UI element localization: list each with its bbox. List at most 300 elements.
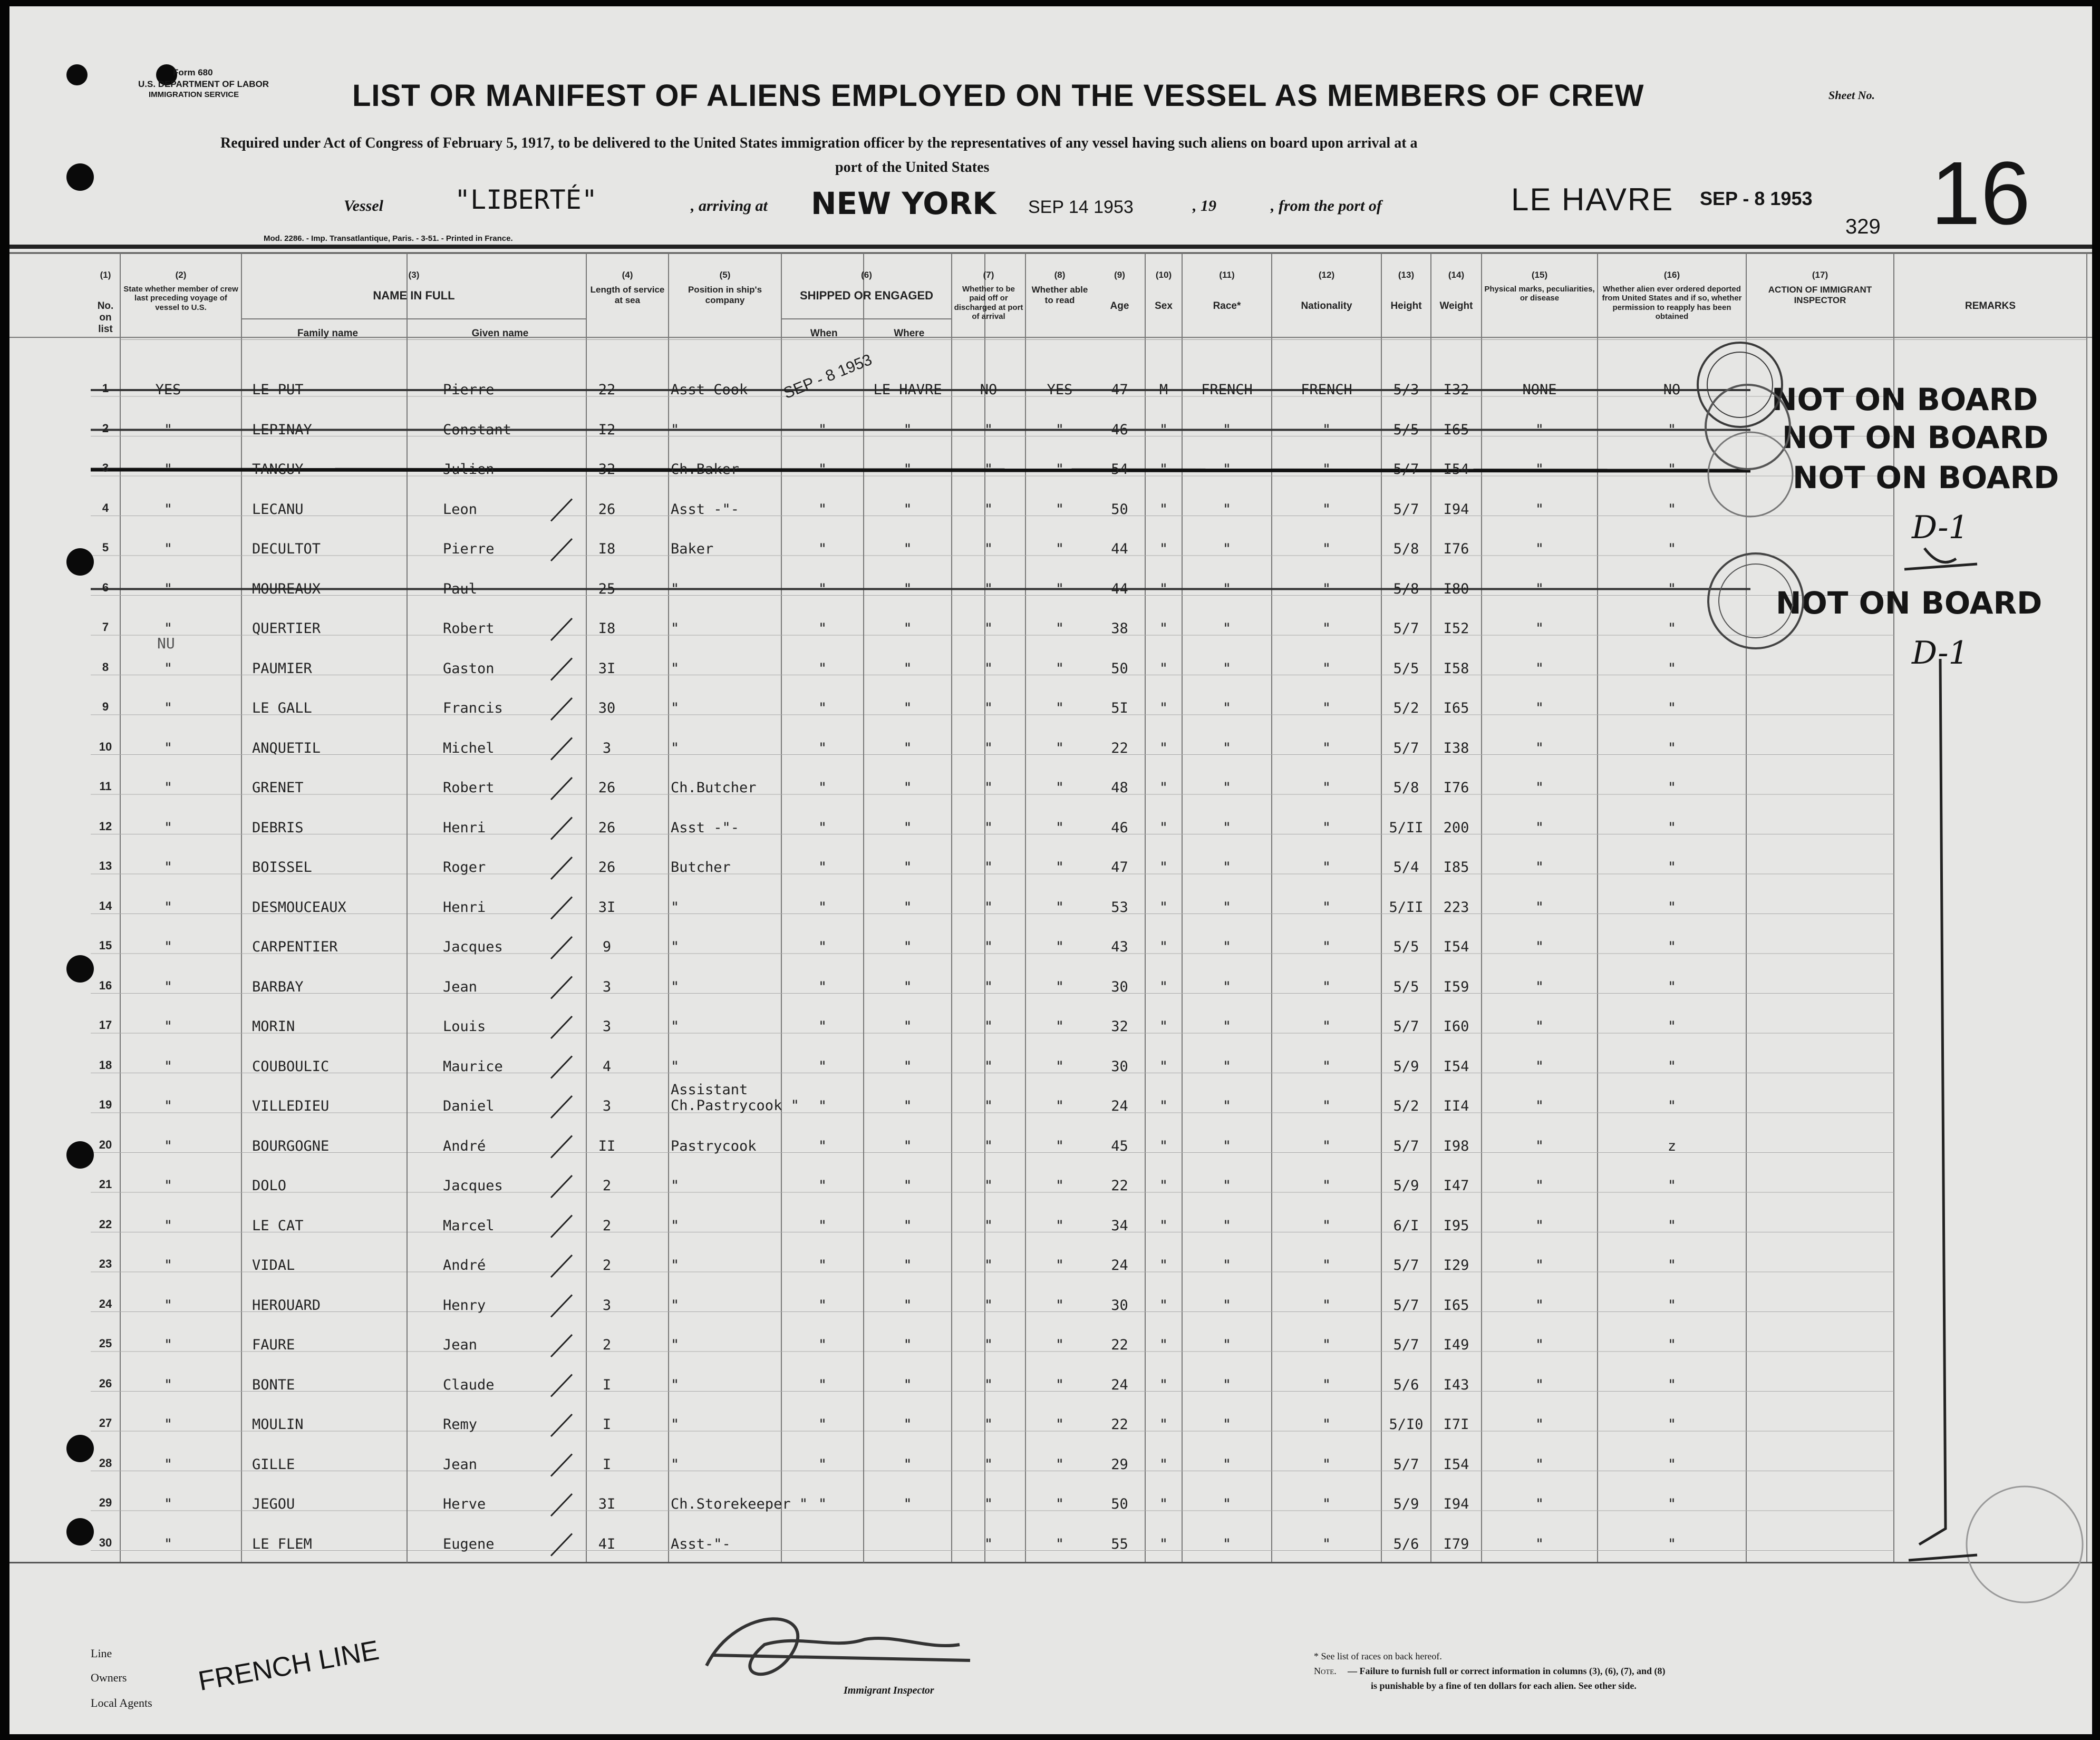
age: 54 xyxy=(1111,461,1128,478)
column-number: (5) xyxy=(719,270,731,280)
from-port-label: , from the port of xyxy=(1271,197,1382,215)
deported: " xyxy=(1667,1496,1677,1512)
physical-marks: " xyxy=(1535,1138,1544,1154)
column-title: Whether able to read xyxy=(1031,285,1088,305)
height: 5/9 xyxy=(1393,1058,1419,1075)
weight: I95 xyxy=(1443,1217,1469,1234)
physical-marks: " xyxy=(1535,461,1544,478)
able-to-read: " xyxy=(1055,1297,1064,1314)
deported: " xyxy=(1667,501,1677,518)
row-number: 30 xyxy=(99,1535,112,1549)
deported: " xyxy=(1667,1337,1677,1353)
note-text: — Failure to furnish full or correct information in columns (3), (6), (7), and (8) xyxy=(1348,1666,1666,1676)
given-name: Pierre xyxy=(443,541,495,557)
shipped-when: " xyxy=(818,1018,827,1035)
race: " xyxy=(1222,1297,1232,1314)
weight: I52 xyxy=(1443,620,1469,637)
column-title: NAME IN FULL xyxy=(373,289,455,302)
position: " xyxy=(671,740,680,756)
deported: " xyxy=(1667,1098,1677,1114)
age: 22 xyxy=(1111,1178,1128,1194)
weight: I47 xyxy=(1443,1178,1469,1194)
physical-marks: " xyxy=(1535,620,1544,637)
sex: " xyxy=(1159,660,1168,677)
service-length: I2 xyxy=(598,421,616,438)
physical-marks: " xyxy=(1535,1337,1544,1353)
nationality: FRENCH xyxy=(1301,382,1352,398)
family-name: FAURE xyxy=(252,1337,295,1353)
height: 5/6 xyxy=(1393,1535,1419,1552)
given-name: Robert xyxy=(443,780,495,796)
service-length: 3 xyxy=(602,978,612,995)
column-title: Whether to be paid off or discharged at port of arrival xyxy=(954,285,1023,321)
column-subtitle: Where xyxy=(894,328,925,339)
age: 55 xyxy=(1111,1535,1128,1552)
sex: " xyxy=(1159,978,1168,995)
physical-marks: " xyxy=(1535,780,1544,796)
position: " xyxy=(671,1058,680,1075)
column-title: SHIPPED OR ENGAGED xyxy=(799,289,934,302)
family-name: COUBOULIC xyxy=(252,1058,330,1075)
shipped-where: " xyxy=(903,1098,912,1114)
service-length: 26 xyxy=(598,819,616,836)
shipped-where: " xyxy=(903,1297,912,1314)
service-length: 3 xyxy=(602,1297,612,1314)
shipped-when: SEP - 8 1953 xyxy=(781,351,875,403)
nationality: " xyxy=(1322,1058,1331,1075)
weight: I54 xyxy=(1443,461,1469,478)
weight: I38 xyxy=(1443,740,1469,756)
previous-voyage: " xyxy=(163,1456,173,1473)
sex: " xyxy=(1159,780,1168,796)
paid-off: " xyxy=(984,978,993,995)
sex: M xyxy=(1159,382,1168,398)
physical-marks: " xyxy=(1535,1098,1544,1114)
family-name: VILLEDIEU xyxy=(252,1098,330,1114)
row-number: 6 xyxy=(102,580,109,594)
column-number: (4) xyxy=(622,270,633,280)
paid-off: " xyxy=(984,740,993,756)
paid-off: NO xyxy=(980,382,998,398)
family-name: LEPINAY xyxy=(252,421,312,438)
race: " xyxy=(1222,978,1232,995)
age: 34 xyxy=(1111,1217,1128,1234)
shipped-when: " xyxy=(818,1376,827,1393)
age: 50 xyxy=(1111,1496,1128,1512)
physical-marks: " xyxy=(1535,1217,1544,1234)
physical-marks: " xyxy=(1535,1257,1544,1274)
weight: I49 xyxy=(1443,1337,1469,1353)
deported: " xyxy=(1667,1535,1677,1552)
family-name: TANGUY xyxy=(252,461,304,478)
height: 5/7 xyxy=(1393,461,1419,478)
paid-off: " xyxy=(984,1496,993,1512)
row-number: 10 xyxy=(99,740,112,753)
sex: " xyxy=(1159,1496,1168,1512)
given-name: Remy xyxy=(443,1416,478,1433)
shipped-where: " xyxy=(903,1416,912,1433)
row-number: 2 xyxy=(102,421,109,435)
subtitle-port: port of the United States xyxy=(835,159,990,176)
given-name: Claude xyxy=(443,1376,495,1393)
family-name: BONTE xyxy=(252,1376,295,1393)
family-name: QUERTIER xyxy=(252,620,321,637)
able-to-read: " xyxy=(1055,780,1064,796)
deported: " xyxy=(1667,620,1677,637)
position: Asst Cook xyxy=(671,382,748,398)
column-subtitle: Given name xyxy=(471,328,529,339)
age: 24 xyxy=(1111,1098,1128,1114)
deported: " xyxy=(1667,1416,1677,1433)
shipped-where: " xyxy=(903,580,912,597)
position: " xyxy=(671,1217,680,1234)
age: 47 xyxy=(1111,382,1128,398)
sex: " xyxy=(1159,1257,1168,1274)
sex: " xyxy=(1159,859,1168,876)
given-name: Henri xyxy=(443,819,486,836)
row-number: 17 xyxy=(99,1018,112,1032)
position: " xyxy=(671,700,680,716)
able-to-read: " xyxy=(1055,1257,1064,1274)
able-to-read: " xyxy=(1055,1217,1064,1234)
physical-marks: " xyxy=(1535,1297,1544,1314)
given-name: Jean xyxy=(443,1337,478,1353)
previous-voyage: " xyxy=(163,1217,173,1234)
age: 44 xyxy=(1111,580,1128,597)
nationality: " xyxy=(1322,1018,1331,1035)
shipped-when: " xyxy=(818,1058,827,1075)
given-name: Jacques xyxy=(443,939,503,955)
given-name: Constant xyxy=(443,421,512,438)
sex: " xyxy=(1159,740,1168,756)
column-number: (17) xyxy=(1812,270,1828,280)
height: 5/8 xyxy=(1393,780,1419,796)
weight: II4 xyxy=(1443,1098,1469,1114)
previous-voyage: " xyxy=(163,1018,173,1035)
race: " xyxy=(1222,421,1232,438)
height: 5/7 xyxy=(1393,1138,1419,1154)
race: " xyxy=(1222,1217,1232,1234)
race: " xyxy=(1222,461,1232,478)
shipped-where: " xyxy=(903,978,912,995)
deported: " xyxy=(1667,700,1677,716)
able-to-read: " xyxy=(1055,740,1064,756)
paid-off: " xyxy=(984,899,993,916)
weight: I54 xyxy=(1443,1456,1469,1473)
age: 32 xyxy=(1111,1018,1128,1035)
column-number: (13) xyxy=(1398,270,1415,280)
service-length: 26 xyxy=(598,501,616,518)
previous-voyage: " xyxy=(163,1535,173,1552)
row-number: 12 xyxy=(99,819,112,833)
able-to-read: " xyxy=(1055,819,1064,836)
service-length: 2 xyxy=(602,1337,612,1353)
height: 5/5 xyxy=(1393,978,1419,995)
punch-hole xyxy=(66,1435,94,1462)
physical-marks: " xyxy=(1535,1058,1544,1075)
race: " xyxy=(1222,939,1232,955)
paid-off: " xyxy=(984,580,993,597)
family-name: VIDAL xyxy=(252,1257,295,1274)
row-number: 9 xyxy=(102,700,109,713)
given-name: Robert xyxy=(443,620,495,637)
able-to-read: " xyxy=(1055,1138,1064,1154)
able-to-read: " xyxy=(1055,1058,1064,1075)
shipped-where: " xyxy=(903,1217,912,1234)
shipped-where: " xyxy=(903,740,912,756)
physical-marks: " xyxy=(1535,501,1544,518)
column-number: (3) xyxy=(408,270,420,280)
agents-label: Local Agents xyxy=(91,1696,152,1709)
nationality: " xyxy=(1322,1456,1331,1473)
given-name: André xyxy=(443,1138,486,1154)
shipped-when: " xyxy=(818,819,827,836)
shipped-when: " xyxy=(818,1456,827,1473)
row-number: 14 xyxy=(99,899,112,912)
given-name: André xyxy=(443,1257,486,1274)
form-title: LIST OR MANIFEST OF ALIENS EMPLOYED ON THE VESSEL AS MEMBERS OF CREW xyxy=(352,79,1644,113)
sex: " xyxy=(1159,541,1168,557)
sex: " xyxy=(1159,1297,1168,1314)
column-subtitle: When xyxy=(810,328,838,339)
height: 5/3 xyxy=(1393,382,1419,398)
column-number: (7) xyxy=(983,270,994,280)
position: Butcher xyxy=(671,859,731,876)
not-on-board-stamp: NOT ON BOARD xyxy=(1776,585,2043,621)
paid-off: " xyxy=(984,1535,993,1552)
race: " xyxy=(1222,1018,1232,1035)
weight: I32 xyxy=(1443,382,1469,398)
race: " xyxy=(1222,1535,1232,1552)
shipped-where: " xyxy=(903,541,912,557)
arriving-label: , arriving at xyxy=(691,197,768,215)
deported: " xyxy=(1667,660,1677,677)
family-name: HEROUARD xyxy=(252,1297,321,1314)
row-number: 25 xyxy=(99,1337,112,1350)
race: " xyxy=(1222,1058,1232,1075)
not-on-board-stamp: NOT ON BOARD xyxy=(1772,382,2038,417)
given-name: Jean xyxy=(443,1456,478,1473)
family-name: LE FLEM xyxy=(252,1535,312,1552)
paid-off: " xyxy=(984,1217,993,1234)
race: " xyxy=(1222,620,1232,637)
sex: " xyxy=(1159,1535,1168,1552)
family-name: DEBRIS xyxy=(252,819,304,836)
paid-off: " xyxy=(984,660,993,677)
physical-marks: " xyxy=(1535,421,1544,438)
row-number: 15 xyxy=(99,939,112,952)
subtitle: Required under Act of Congress of February 5, 1917, to be delivered to the United States immigration officer by the representatives of any vessel having such aliens on board upon arrival at a xyxy=(220,135,1418,151)
row-number: 8 xyxy=(102,660,109,674)
race: " xyxy=(1222,1376,1232,1393)
paid-off: " xyxy=(984,421,993,438)
service-length: 2 xyxy=(602,1257,612,1274)
sex: " xyxy=(1159,1337,1168,1353)
previous-voyage: " xyxy=(163,1496,173,1512)
age: 44 xyxy=(1111,541,1128,557)
height: 5/5 xyxy=(1393,421,1419,438)
able-to-read: " xyxy=(1055,700,1064,716)
physical-marks: " xyxy=(1535,660,1544,677)
position: Assistant Ch.Pastrycook xyxy=(671,1082,782,1114)
previous-voyage: " xyxy=(163,1178,173,1194)
service-length: 3I xyxy=(598,660,616,677)
shipped-where: " xyxy=(903,620,912,637)
age: 22 xyxy=(1111,1416,1128,1433)
nationality: " xyxy=(1322,978,1331,995)
race: " xyxy=(1222,1337,1232,1353)
position: Ch.Baker xyxy=(671,461,740,478)
ref-number: 329 xyxy=(1845,215,1881,238)
height: 5/6 xyxy=(1393,1376,1419,1393)
shipped-where: " xyxy=(903,1058,912,1075)
sex: " xyxy=(1159,1098,1168,1114)
service-length: 3 xyxy=(602,1018,612,1035)
row-number: 13 xyxy=(99,859,112,872)
previous-voyage: " xyxy=(163,1337,173,1353)
previous-voyage: " xyxy=(163,780,173,796)
physical-marks: " xyxy=(1535,939,1544,955)
height: 5/8 xyxy=(1393,580,1419,597)
physical-marks: " xyxy=(1535,1416,1544,1433)
family-name: LE CAT xyxy=(252,1217,304,1234)
race: " xyxy=(1222,859,1232,876)
physical-marks: " xyxy=(1535,700,1544,716)
shipped-where: " xyxy=(903,1138,912,1154)
previous-voyage: " xyxy=(163,461,173,478)
sex: " xyxy=(1159,1376,1168,1393)
position: Ch.Butcher xyxy=(671,780,757,796)
paid-off: " xyxy=(984,1297,993,1314)
nationality: " xyxy=(1322,1098,1331,1114)
position: Baker xyxy=(671,541,714,557)
shipped-when: " xyxy=(818,1178,827,1194)
able-to-read: YES xyxy=(1047,382,1073,398)
physical-marks: " xyxy=(1535,1496,1544,1512)
able-to-read: " xyxy=(1055,939,1064,955)
owners-label: Owners xyxy=(91,1671,127,1684)
physical-marks: " xyxy=(1535,819,1544,836)
position: " xyxy=(671,899,680,916)
physical-marks: " xyxy=(1535,541,1544,557)
race: " xyxy=(1222,580,1232,597)
previous-voyage: " xyxy=(163,1138,173,1154)
race: " xyxy=(1222,1257,1232,1274)
weight: I59 xyxy=(1443,978,1469,995)
deported: " xyxy=(1667,899,1677,916)
paid-off: " xyxy=(984,1376,993,1393)
race: " xyxy=(1222,1456,1232,1473)
able-to-read: " xyxy=(1055,541,1064,557)
nationality: " xyxy=(1322,461,1331,478)
paid-off: " xyxy=(984,859,993,876)
row-number: 1 xyxy=(102,382,109,395)
previous-voyage: " xyxy=(163,1058,173,1075)
vessel-label: Vessel xyxy=(344,197,383,215)
able-to-read: " xyxy=(1055,899,1064,916)
age: 30 xyxy=(1111,1297,1128,1314)
height: 5/5 xyxy=(1393,660,1419,677)
deported: " xyxy=(1667,541,1677,557)
sex: " xyxy=(1159,620,1168,637)
paid-off: " xyxy=(984,541,993,557)
sex: " xyxy=(1159,1058,1168,1075)
nationality: " xyxy=(1322,1138,1331,1154)
row-number: 27 xyxy=(99,1416,112,1430)
weight: I79 xyxy=(1443,1535,1469,1552)
position: " xyxy=(671,1337,680,1353)
shipped-where: " xyxy=(903,1456,912,1473)
given-name: Pierre xyxy=(443,382,495,398)
weight: I43 xyxy=(1443,1376,1469,1393)
previous-voyage: " xyxy=(163,899,173,916)
service-length: I xyxy=(602,1376,612,1393)
previous-voyage: " xyxy=(163,620,173,637)
height: 5/7 xyxy=(1393,1456,1419,1473)
deported: " xyxy=(1667,978,1677,995)
service-length: 4 xyxy=(602,1058,612,1075)
column-number: (8) xyxy=(1054,270,1066,280)
paid-off: " xyxy=(984,620,993,637)
sex: " xyxy=(1159,1217,1168,1234)
service-length: 26 xyxy=(598,780,616,796)
able-to-read: " xyxy=(1055,580,1064,597)
race: " xyxy=(1222,700,1232,716)
service-length: 25 xyxy=(598,580,616,597)
nationality: " xyxy=(1322,1337,1331,1353)
physical-marks: " xyxy=(1535,580,1544,597)
given-name: Eugene xyxy=(443,1535,495,1552)
position: " xyxy=(671,421,680,438)
shipped-where: " xyxy=(903,660,912,677)
sex: " xyxy=(1159,501,1168,518)
able-to-read: " xyxy=(1055,978,1064,995)
service-length: 22 xyxy=(598,382,616,398)
race: " xyxy=(1222,1178,1232,1194)
shipped-when: " xyxy=(818,1257,827,1274)
sex: " xyxy=(1159,819,1168,836)
weight: I76 xyxy=(1443,541,1469,557)
previous-voyage: " xyxy=(163,541,173,557)
race: " xyxy=(1222,1138,1232,1154)
height: 5/7 xyxy=(1393,501,1419,518)
position: " xyxy=(671,580,680,597)
race: " xyxy=(1222,501,1232,518)
row-number: 28 xyxy=(99,1456,112,1470)
paid-off: " xyxy=(984,1058,993,1075)
nationality: " xyxy=(1322,620,1331,637)
position: " xyxy=(671,1178,680,1194)
able-to-read: " xyxy=(1055,1098,1064,1114)
shipped-when: " xyxy=(818,1416,827,1433)
nationality: " xyxy=(1322,1376,1331,1393)
form-number: Form 680 xyxy=(173,67,213,77)
row-number: 18 xyxy=(99,1058,112,1072)
physical-marks: " xyxy=(1535,1178,1544,1194)
previous-voyage: " xyxy=(163,421,173,438)
nationality: " xyxy=(1322,1297,1331,1314)
weight: I80 xyxy=(1443,580,1469,597)
nationality: " xyxy=(1322,740,1331,756)
physical-marks: " xyxy=(1535,1456,1544,1473)
given-name: Roger xyxy=(443,859,486,876)
given-name: Michel xyxy=(443,740,495,756)
height: 5/7 xyxy=(1393,1337,1419,1353)
deported: " xyxy=(1667,1257,1677,1274)
nationality: " xyxy=(1322,700,1331,716)
paid-off: " xyxy=(984,1098,993,1114)
shipped-where: " xyxy=(903,700,912,716)
